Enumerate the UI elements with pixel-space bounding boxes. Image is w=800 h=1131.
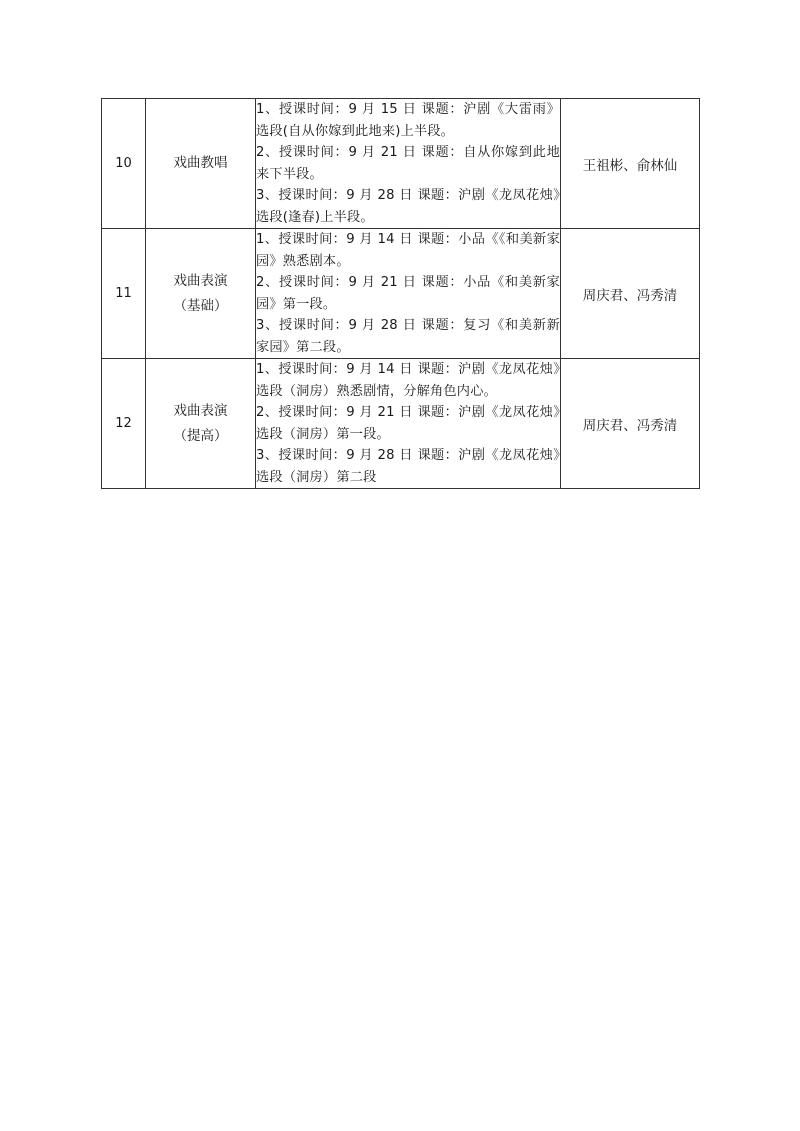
course-name — [146, 99, 256, 229]
course-name-line: 戏曲表演 — [173, 272, 228, 289]
teacher-names: 周庆君、冯秀清 — [561, 229, 700, 359]
row-number: 12 — [102, 359, 146, 489]
table-row — [102, 359, 700, 489]
course-level: （提高） — [173, 427, 228, 444]
lesson-item: 2、授课时间：9 月 21 日 课题：自从你嫁到此地来下半段。 — [256, 145, 560, 182]
lesson-item: 3、授课时间：9 月 28 日 课题：沪剧《龙凤花烛》选段(逢春)上半段。 — [256, 188, 560, 225]
lesson-item: 3、授课时间：9 月 28 日 课题：沪剧《龙凤花烛》选段（洞房）第二段 — [256, 448, 560, 485]
lesson-item: 1、授课时间：9 月 14 日 课题：小品《《和美新家园》熟悉剧本。 — [256, 232, 560, 269]
teacher-names: 王祖彬、俞林仙 — [561, 99, 700, 229]
course-name — [146, 359, 256, 489]
table-row — [102, 99, 700, 229]
lesson-content — [256, 99, 561, 229]
course-name — [146, 229, 256, 359]
lesson-item: 2、授课时间：9 月 21 日 课题：小品《和美新家园》第一段。 — [256, 275, 560, 312]
course-name-line: 戏曲表演 — [173, 402, 228, 419]
lesson-content — [256, 229, 561, 359]
course-name-line: 戏曲教唱 — [173, 155, 228, 171]
lesson-content — [256, 359, 561, 489]
row-number: 11 — [102, 229, 146, 359]
lesson-item: 2、授课时间：9 月 21 日 课题：沪剧《龙凤花烛》选段（洞房）第一段。 — [256, 405, 560, 442]
row-number: 10 — [102, 99, 146, 229]
table-row — [102, 229, 700, 359]
lesson-item: 3、授课时间：9 月 28 日 课题：复习《和美新新家园》第二段。 — [256, 318, 560, 355]
teacher-names: 周庆君、冯秀清 — [561, 359, 700, 489]
course-schedule-table — [101, 98, 700, 489]
course-level: （基础） — [173, 297, 228, 314]
lesson-item: 1、授课时间：9 月 15 日 课题：沪剧《大雷雨》选段(自从你嫁到此地来)上半段。 — [256, 102, 560, 139]
lesson-item: 1、授课时间：9 月 14 日 课题：沪剧《龙凤花烛》选段（洞房）熟悉剧情，分解角色内心。 — [256, 362, 560, 399]
